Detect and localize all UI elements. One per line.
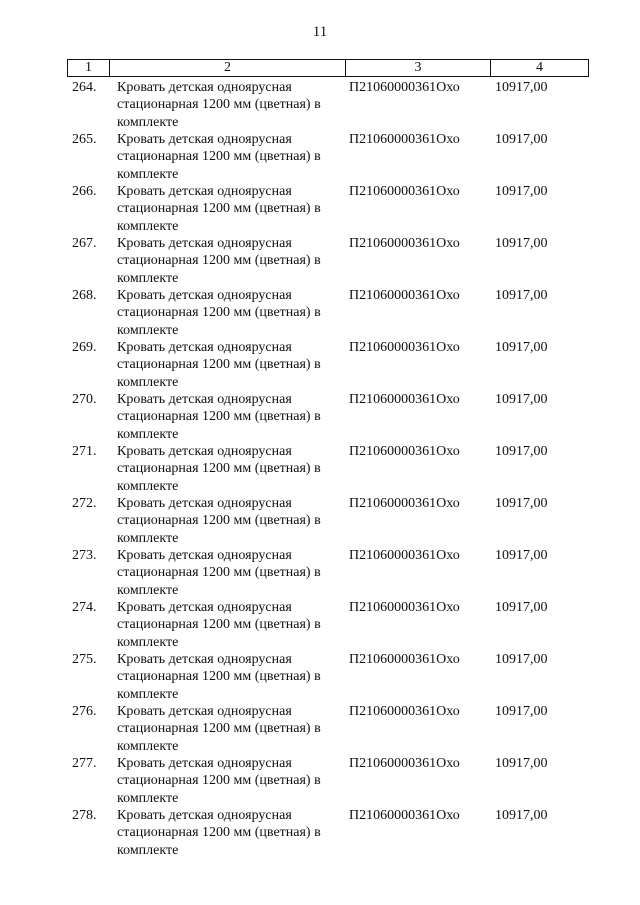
table-row <box>0 703 640 755</box>
table-row <box>0 183 640 235</box>
row-number: 273. <box>72 548 97 563</box>
row-number: 271. <box>72 444 97 459</box>
item-code: П21060000361Охо <box>349 704 460 719</box>
item-price: 10917,00 <box>495 392 548 407</box>
table-row <box>0 131 640 183</box>
column-header-3: 3 <box>346 60 491 76</box>
table-row <box>0 391 640 443</box>
item-name-line: комплекте <box>117 270 179 286</box>
item-price: 10917,00 <box>495 444 548 459</box>
item-price: 10917,00 <box>495 340 548 355</box>
item-name-line: стационарная 1200 мм (цветная) в <box>117 773 321 789</box>
item-price: 10917,00 <box>495 132 548 147</box>
item-name-line: комплекте <box>117 426 179 442</box>
item-name-line: Кровать детская одноярусная <box>117 236 292 251</box>
item-name-line: Кровать детская одноярусная <box>117 392 292 407</box>
item-price: 10917,00 <box>495 808 548 823</box>
table-header <box>67 59 589 77</box>
item-price: 10917,00 <box>495 600 548 615</box>
table-row <box>0 651 640 703</box>
item-name <box>117 131 345 183</box>
row-number: 270. <box>72 392 97 407</box>
item-name-line: Кровать детская одноярусная <box>117 184 292 199</box>
item-name <box>117 547 345 599</box>
item-name-line: стационарная 1200 мм (цветная) в <box>117 253 321 269</box>
item-price: 10917,00 <box>495 756 548 771</box>
table-row <box>0 443 640 495</box>
item-name-line: стационарная 1200 мм (цветная) в <box>117 669 321 685</box>
item-name-line: стационарная 1200 мм (цветная) в <box>117 617 321 633</box>
item-price: 10917,00 <box>495 548 548 563</box>
row-number: 267. <box>72 236 97 251</box>
item-name-line: комплекте <box>117 686 179 702</box>
item-name <box>117 599 345 651</box>
column-header-1: 1 <box>68 60 110 76</box>
table-row <box>0 79 640 131</box>
table-row <box>0 287 640 339</box>
item-code: П21060000361Охо <box>349 236 460 251</box>
item-name-line: комплекте <box>117 478 179 494</box>
item-name-line: стационарная 1200 мм (цветная) в <box>117 149 321 165</box>
item-name <box>117 287 345 339</box>
row-number: 278. <box>72 808 97 823</box>
row-number: 272. <box>72 496 97 511</box>
item-name <box>117 807 345 859</box>
row-number: 276. <box>72 704 97 719</box>
item-name-line: Кровать детская одноярусная <box>117 652 292 667</box>
item-name-line: Кровать детская одноярусная <box>117 340 292 355</box>
item-price: 10917,00 <box>495 184 548 199</box>
table-row <box>0 235 640 287</box>
item-name-line: комплекте <box>117 114 179 130</box>
row-number: 265. <box>72 132 97 147</box>
item-code: П21060000361Охо <box>349 340 460 355</box>
item-name-line: комплекте <box>117 322 179 338</box>
item-price: 10917,00 <box>495 496 548 511</box>
table-row <box>0 807 640 859</box>
row-number: 275. <box>72 652 97 667</box>
table-row <box>0 547 640 599</box>
table-row <box>0 599 640 651</box>
item-code: П21060000361Охо <box>349 392 460 407</box>
item-name-line: Кровать детская одноярусная <box>117 132 292 147</box>
table-body <box>0 79 640 859</box>
item-name <box>117 495 345 547</box>
item-name <box>117 235 345 287</box>
table-row <box>0 339 640 391</box>
item-price: 10917,00 <box>495 652 548 667</box>
item-name-line: Кровать детская одноярусная <box>117 288 292 303</box>
item-name-line: комплекте <box>117 582 179 598</box>
item-name-line: Кровать детская одноярусная <box>117 444 292 459</box>
item-name-line: комплекте <box>117 218 179 234</box>
item-name-line: стационарная 1200 мм (цветная) в <box>117 305 321 321</box>
item-code: П21060000361Охо <box>349 80 460 95</box>
item-name-line: Кровать детская одноярусная <box>117 548 292 563</box>
item-name-line: стационарная 1200 мм (цветная) в <box>117 565 321 581</box>
item-name <box>117 443 345 495</box>
item-name-line: стационарная 1200 мм (цветная) в <box>117 357 321 373</box>
item-code: П21060000361Охо <box>349 600 460 615</box>
row-number: 277. <box>72 756 97 771</box>
item-name-line: стационарная 1200 мм (цветная) в <box>117 825 321 841</box>
item-code: П21060000361Охо <box>349 808 460 823</box>
item-name-line: стационарная 1200 мм (цветная) в <box>117 461 321 477</box>
item-price: 10917,00 <box>495 704 548 719</box>
item-name-line: комплекте <box>117 738 179 754</box>
table-row <box>0 495 640 547</box>
item-code: П21060000361Охо <box>349 548 460 563</box>
table-row <box>0 755 640 807</box>
item-name <box>117 391 345 443</box>
item-name <box>117 183 345 235</box>
item-name <box>117 79 345 131</box>
item-price: 10917,00 <box>495 288 548 303</box>
column-header-2: 2 <box>110 60 346 76</box>
item-name-line: стационарная 1200 мм (цветная) в <box>117 97 321 113</box>
item-name-line: комплекте <box>117 790 179 806</box>
item-code: П21060000361Охо <box>349 184 460 199</box>
item-price: 10917,00 <box>495 80 548 95</box>
item-code: П21060000361Охо <box>349 444 460 459</box>
row-number: 268. <box>72 288 97 303</box>
item-code: П21060000361Охо <box>349 288 460 303</box>
item-name-line: Кровать детская одноярусная <box>117 756 292 771</box>
item-name-line: комплекте <box>117 166 179 182</box>
item-name-line: Кровать детская одноярусная <box>117 600 292 615</box>
page-number: 11 <box>312 24 328 40</box>
item-name-line: Кровать детская одноярусная <box>117 80 292 95</box>
item-name-line: Кровать детская одноярусная <box>117 808 292 823</box>
item-name-line: стационарная 1200 мм (цветная) в <box>117 513 321 529</box>
row-number: 274. <box>72 600 97 615</box>
item-name-line: Кровать детская одноярусная <box>117 496 292 511</box>
row-number: 264. <box>72 80 97 95</box>
item-name <box>117 755 345 807</box>
row-number: 269. <box>72 340 97 355</box>
item-name-line: комплекте <box>117 634 179 650</box>
item-price: 10917,00 <box>495 236 548 251</box>
item-name-line: Кровать детская одноярусная <box>117 704 292 719</box>
item-name <box>117 703 345 755</box>
item-code: П21060000361Охо <box>349 496 460 511</box>
item-name-line: комплекте <box>117 842 179 858</box>
item-name-line: комплекте <box>117 374 179 390</box>
item-name-line: стационарная 1200 мм (цветная) в <box>117 721 321 737</box>
item-name-line: комплекте <box>117 530 179 546</box>
item-name <box>117 339 345 391</box>
item-code: П21060000361Охо <box>349 756 460 771</box>
row-number: 266. <box>72 184 97 199</box>
column-header-4: 4 <box>536 60 543 75</box>
item-name-line: стационарная 1200 мм (цветная) в <box>117 201 321 217</box>
item-name <box>117 651 345 703</box>
item-name-line: стационарная 1200 мм (цветная) в <box>117 409 321 425</box>
item-code: П21060000361Охо <box>349 132 460 147</box>
item-code: П21060000361Охо <box>349 652 460 667</box>
